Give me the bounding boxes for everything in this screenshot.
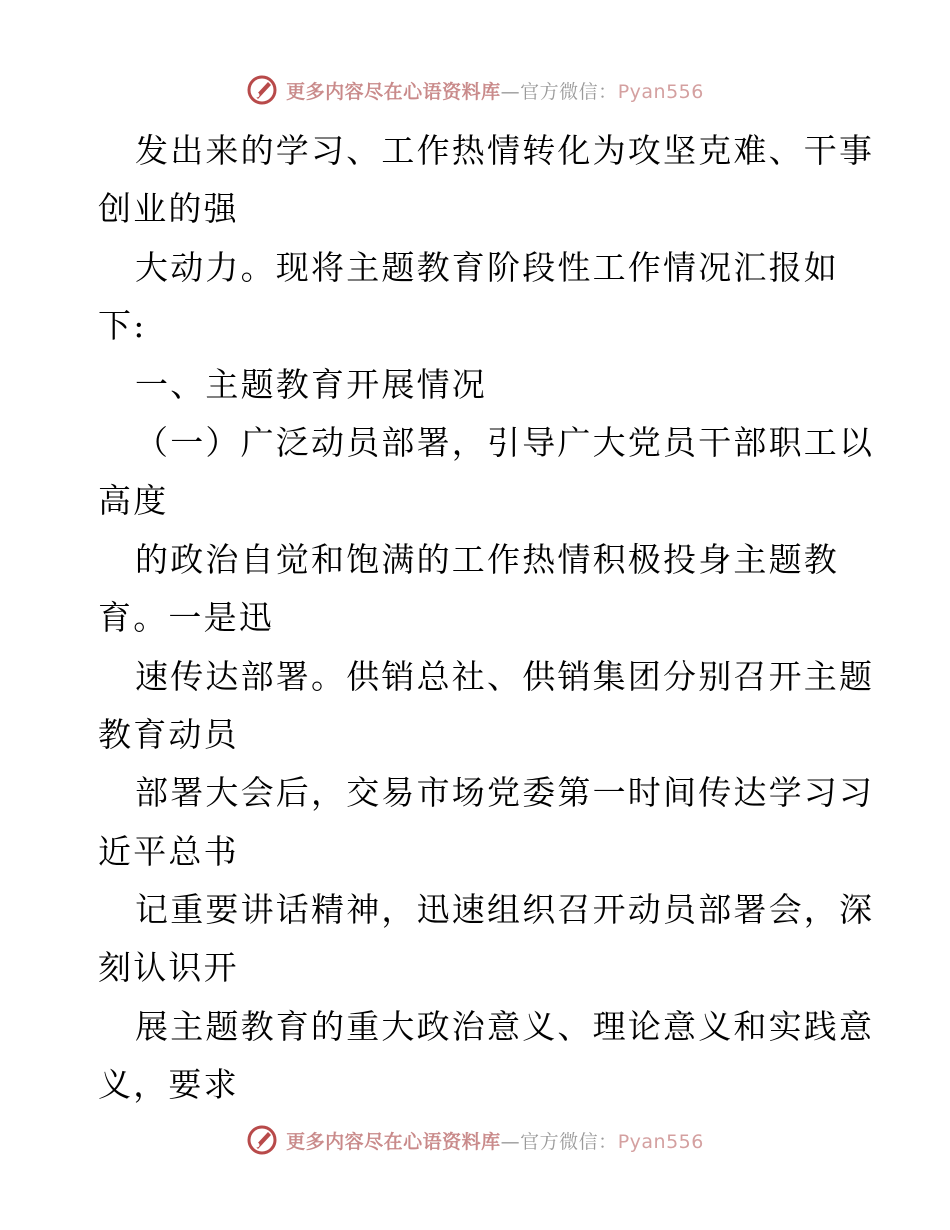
footer-watermark: [0, 1120, 950, 1160]
watermark-text: [286, 77, 704, 104]
body-line: 育。一是迅: [98, 598, 274, 638]
section-heading: 一、主题教育开展情况: [135, 364, 487, 404]
body-line: 的政治自觉和饱满的工作热情积极投身主题教: [135, 539, 839, 579]
watermark-contact-label: 官方微信：: [520, 80, 618, 103]
watermark-brand: 更多内容尽在心语资料库: [286, 1130, 501, 1153]
watermark-text: [286, 1127, 704, 1154]
body-line: 部署大会后，交易市场党委第一时间传达学习习: [135, 773, 875, 813]
body-line: 近平总书: [98, 831, 239, 871]
body-line: 下:: [98, 306, 147, 346]
body-line: 大动力。现将主题教育阶段性工作情况汇报如: [135, 247, 839, 287]
header-watermark: [0, 70, 950, 110]
watermark-brand: 更多内容尽在心语资料库: [286, 80, 501, 103]
body-line: 创业的强: [98, 189, 239, 229]
watermark-separator: —: [500, 1130, 521, 1153]
watermark-separator: —: [500, 80, 521, 103]
document-body: [98, 122, 875, 1115]
subsection-heading: （一）广泛动员部署，引导广大党员干部职工以: [135, 422, 875, 462]
body-line: 高度: [98, 481, 169, 521]
watermark-contact-label: 官方微信：: [520, 1130, 618, 1153]
brand-logo-icon: [246, 74, 278, 106]
body-line: 速传达部署。供销总社、供销集团分别召开主题: [135, 656, 875, 696]
brand-logo-icon: [246, 1124, 278, 1156]
body-line: 义，要求: [98, 1065, 239, 1105]
watermark-contact-id: Pyan556: [617, 1130, 704, 1153]
body-line: 教育动员: [98, 714, 239, 754]
body-line: 展主题教育的重大政治意义、理论意义和实践意: [135, 1006, 875, 1046]
body-line: 发出来的学习、工作热情转化为攻坚克难、干事: [135, 131, 875, 170]
watermark-contact-id: Pyan556: [617, 80, 704, 103]
body-line: 记重要讲话精神，迅速组织召开动员部署会，深: [135, 890, 875, 930]
body-line: 刻认识开: [98, 948, 239, 988]
